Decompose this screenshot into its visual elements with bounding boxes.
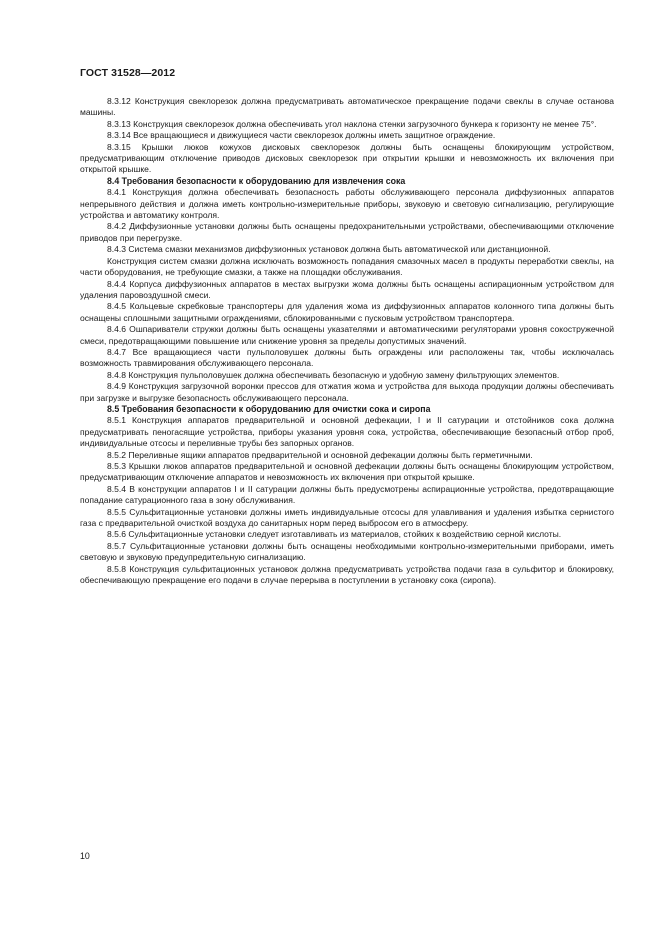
clause-8-4-3: 8.4.3 Система смазки механизмов диффузионных установок должна быть автоматической или дистанционной. (107, 244, 551, 255)
clause-8-3-13: 8.3.13 Конструкция свеклорезок должна обеспечивать угол наклона стенки загрузочного бункера к горизонту не менее 75°. (107, 118, 597, 129)
clause-8-5-1: 8.5.1 Конструкция аппаратов предварительной и основной дефекации, I и II сатурации и отстойников сока должна предусматривать пеногасящие устройства, приборы указания уровня сока, устройства, обеспечивающие безопасный отбор проб, индивидуальные отсосы и переливные трубы без запорных органов. (80, 415, 614, 449)
document-header: ГОСТ 31528—2012 (80, 67, 176, 79)
clause-8-4-6: 8.4.6 Ошпариватели стружки должны быть оснащены указателями и автоматическими регуляторами уровня сокостружечной смеси, предотвращающими повышение или снижение уровня за пределы допустимых значений. (80, 324, 614, 346)
clause-8-4-9: 8.4.9 Конструкция загрузочной воронки прессов для отжатия жома и устройства для выхода продукции должны обеспечивать при загрузке и выгрузке безопасность обслуживающего персонала. (80, 381, 614, 403)
section-heading-8-4: 8.4 Требования безопасности к оборудованию для извлечения сока (107, 175, 406, 186)
clause-8-3-14: 8.3.14 Все вращающиеся и движущиеся части свеклорезок должны иметь защитное ограждение. (107, 130, 496, 141)
page-body (80, 96, 614, 586)
page-number: 10 (80, 851, 90, 861)
clause-8-5-2: 8.5.2 Переливные ящики аппаратов предварительной и основной дефекации должны быть герметичными. (107, 449, 533, 460)
clause-8-5-4: 8.5.4 В конструкции аппаратов I и II сатурации должны быть предусмотрены аспирационные устройства, предотвращающие попадание сатурационного газа в зону обслуживания. (80, 483, 614, 506)
clause-8-4-5: 8.4.5 Кольцевые скребковые транспортеры для удаления жома из диффузионных аппаратов колонного типа должны быть оснащены сплошными защитными ограждениями, сблокированными с пусковым устройством транспортера. (80, 301, 614, 323)
clause-8-5-5: 8.5.5 Сульфитационные установки должны иметь индивидуальные отсосы для улавливания и удаления избытка сернистого газа с предварительной очисткой воздуха до санитарных норм перед выбросом его в атмосферу. (80, 506, 614, 529)
clause-8-4-7: 8.4.7 Все вращающиеся части пульполовушек должны быть ограждены или расположены так, чтобы исключалась возможность травмирования обслуживающего персонала. (80, 346, 614, 369)
clause-8-4-2: 8.4.2 Диффузионные установки должны быть оснащены предохранительными устройствами, обеспечивающими отключение приводов при перегрузке. (80, 221, 614, 243)
clause-8-5-8: 8.5.8 Конструкция сульфитационных установок должна предусматривать устройства подачи газа в сульфитор и блокировку, обеспечивающую прекращение его подачи в случае перерыва в поступлении в установку сока (сиропа). (80, 563, 614, 586)
clause-8-5-6: 8.5.6 Сульфитационные установки следует изготавливать из материалов, стойких к воздействию серной кислоты. (107, 529, 562, 540)
clause-8-4-4: 8.4.4 Корпуса диффузионных аппаратов в местах выгрузки жома должны быть оснащены аспирационным устройством для удаления паровоздушной смеси. (80, 278, 614, 300)
clause-8-3-15: 8.3.15 Крышки люков кожухов дисковых свеклорезок должны быть оснащены блокирующим устройством, предусматривающим отключение приводов дисковых свеклорезок при открытии крышки и невозможность их включения при открытой крышке. (80, 141, 614, 175)
clause-8-4-1: 8.4.1 Конструкция должна обеспечивать безопасность работы обслуживающего персонала диффузионных аппаратов непрерывного действия и должна иметь контрольно-измерительные приборы, звуковую и световую сигнализацию, регулирующие устройства и автоматику контроля. (80, 187, 614, 221)
section-heading-8-5: 8.5 Требования безопасности к оборудованию для очистки сока и сиропа (107, 403, 431, 414)
clause-8-4-8: 8.4.8 Конструкция пульполовушек должна обеспечивать безопасную и удобную замену фильтрующих элементов. (107, 369, 560, 380)
clause-8-5-7: 8.5.7 Сульфитационные установки должны быть оснащены необходимыми контрольно-измерительными приборами, иметь световую и звуковую предупредительную сигнализацию. (80, 540, 614, 563)
clause-8-4-3-continued: Конструкция систем смазки должна исключать возможность попадания смазочных масел в продукты переработки свеклы, на части оборудования, не требующие смазки, а также на площадки обслуживания. (80, 255, 614, 278)
clause-8-5-3: 8.5.3 Крышки люков аппаратов предварительной и основной дефекации должны быть оснащены блокирующим устройством, предусматривающим отключение аппаратов и невозможность их включения при открытой крышке. (80, 461, 614, 483)
clause-8-3-12: 8.3.12 Конструкция свеклорезок должна предусматривать автоматическое прекращение подачи свеклы в случае останова машины. (80, 96, 614, 118)
